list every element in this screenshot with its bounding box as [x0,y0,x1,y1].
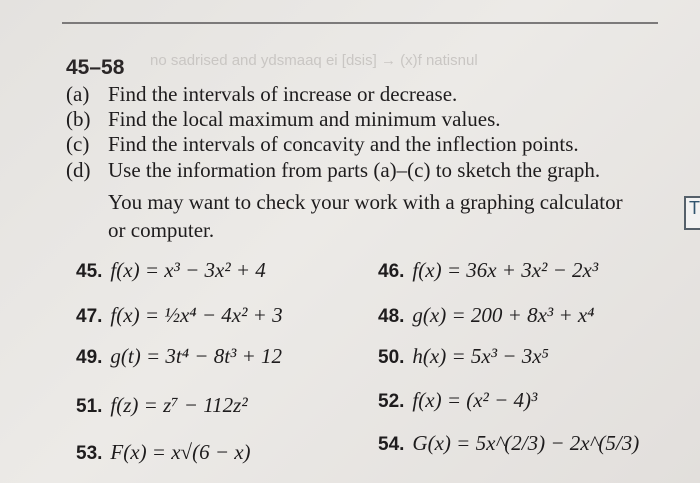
problem-expression: g(t) = 3t⁴ − 8t³ + 12 [110,344,283,368]
problem-number: 45. [76,261,103,282]
problem-number: 46. [378,261,405,282]
part-d-continuation-1: You may want to check your work with a graphing calculator [108,190,623,214]
problem-expression: f(x) = (x² − 4)³ [412,388,538,412]
problem-45 [76,258,266,283]
problem-53 [76,440,251,465]
problem-expression: G(x) = 5x^(2/3) − 2x^(5/3) [412,431,640,455]
problem-51 [76,393,248,418]
top-rule [62,22,658,24]
problem-expression: h(x) = 5x³ − 3x⁵ [412,344,549,368]
page-edge-tab: T [684,196,700,230]
problem-48 [378,303,594,328]
problem-46 [378,258,598,283]
problem-expression: f(x) = 36x + 3x² − 2x³ [412,258,599,282]
problem-expression: g(x) = 200 + 8x³ + x⁴ [412,303,595,327]
problem-expression: F(x) = x√(6 − x) [110,440,251,464]
bleed-through-text: no sadrised and ydsmaaq ei [dsis] → (x)f natisnul [150,52,478,69]
problem-expression: f(x) = x³ − 3x² + 4 [110,258,266,282]
part-text: Find the intervals of increase or decrease. [108,82,458,106]
problem-49 [76,344,282,369]
part-text: Find the local maximum and minimum values. [108,107,501,131]
part-label: (b) [66,107,91,131]
problem-54 [378,431,639,456]
part-label: (a) [66,82,90,106]
part-label: (c) [66,132,90,156]
problem-number: 54. [378,434,405,455]
problem-number: 52. [378,391,405,412]
problem-number: 51. [76,396,103,417]
problem-expression: f(z) = z⁷ − 112z² [110,393,248,417]
problem-number: 53. [76,443,103,464]
part-d-continuation-2: or computer. [108,218,215,242]
section-heading: 45–58 [66,56,125,79]
part-text: Use the information from parts (a)–(c) to sketch the graph. [108,158,601,182]
problem-number: 49. [76,347,103,368]
problem-47 [76,303,283,328]
problem-number: 50. [378,347,405,368]
problem-expression: f(x) = ½x⁴ − 4x² + 3 [110,303,283,327]
problem-number: 48. [378,306,405,327]
problem-50 [378,344,549,369]
part-label: (d) [66,158,91,182]
problem-number: 47. [76,306,103,327]
problem-52 [378,388,537,413]
part-text: Find the intervals of concavity and the inflection points. [108,132,579,156]
